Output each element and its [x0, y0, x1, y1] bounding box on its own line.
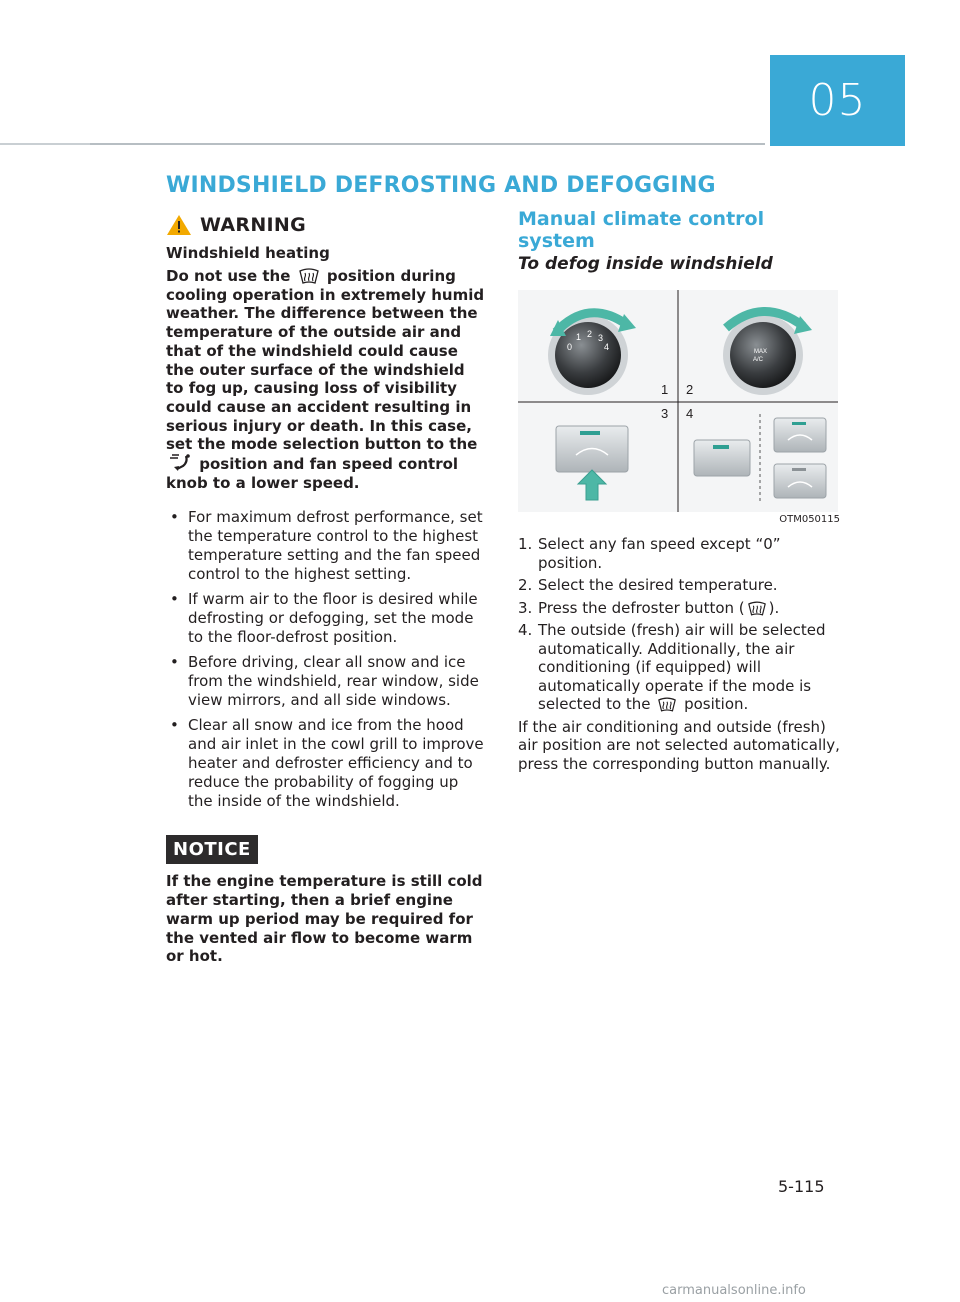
knob1-mark-4: 4 [604, 342, 610, 352]
knob2-mark-ac: A/C [753, 357, 764, 363]
warning-text-c: position and fan speed control knob to a lower speed. [166, 455, 459, 492]
figure-illustration [518, 290, 838, 512]
list-item [518, 599, 840, 618]
list-item: • For maximum defrost performance, set the temperature control to the highest temperature setting and the fan speed control to the highest setting. [166, 508, 486, 584]
list-item [518, 576, 840, 595]
knob1-mark-3: 3 [598, 333, 604, 343]
list-item [518, 535, 840, 572]
step-text-b: position. [684, 695, 749, 713]
tips-list [166, 508, 486, 811]
header-rule-dark [90, 143, 765, 145]
section-title: WINDSHIELD DEFROSTING AND DEFOGGING [166, 173, 716, 198]
warning-label: WARNING [200, 214, 307, 236]
notice-text: If the engine temperature is still cold after starting, then a brief engine warm up period may be required for the vented air flow to become warm or hot. [166, 872, 483, 966]
step-text-b: ). [768, 598, 780, 617]
steps-list [518, 535, 840, 714]
step-text: Select the desired temperature. [538, 576, 778, 594]
windshield-defrost-icon [298, 268, 320, 284]
warning-subtitle: Windshield heating [166, 244, 330, 262]
step-number: 2. [518, 576, 533, 594]
figure-label-2: 2 [686, 382, 694, 397]
figure-label-3: 3 [661, 406, 669, 421]
closing-paragraph: If the air conditioning and outside (fresh) air position are not selected automatically, press the corresponding button manually. [518, 717, 840, 773]
figure-label-1: 1 [661, 382, 669, 397]
warning-heading [166, 210, 486, 240]
knob1-mark-1: 1 [576, 332, 582, 342]
warning-text [166, 267, 486, 492]
warning-text-b: position during cooling operation in extremely humid weather. The difference between the temperature of the outside air and that of the windshield could cause the outer surface of the windshield to fog up, causing loss of visibility could cause an accident resulting in serious injury or death. In this case, set the mode selection button to the [166, 267, 485, 454]
list-item: • If warm air to the floor is desired while defrosting or defogging, set the mode to the floor-defrost position. [166, 590, 486, 647]
notice-label: NOTICE [166, 835, 258, 864]
chapter-tab: 05 [770, 55, 905, 146]
list-item [518, 621, 840, 714]
knob2-mark-max: MAX [754, 349, 768, 355]
warning-text-a: Do not use the [166, 267, 291, 285]
list-item: • Before driving, clear all snow and ice from the windshield, rear window, side view mirrors, and all side windows. [166, 653, 486, 710]
figure-label-4: 4 [686, 406, 694, 421]
knob1-mark-2: 2 [587, 329, 593, 339]
page-number: 5-115 [778, 1177, 825, 1196]
list-item: • Clear all snow and ice from the hood and air inlet in the cowl grill to improve heater and defroster efficiency and to reduce the probability of fogging up the inside of the windshield. [166, 716, 486, 811]
step-text-a: Press the defroster button ( [538, 598, 745, 617]
figure-code: OTM050115 [779, 514, 840, 525]
step-number: 4. [518, 621, 533, 639]
step-text-a: The outside (fresh) air will be selected automatically. Additionally, the air conditioning (if equipped) will automatically operate if the mode is selected to the [538, 621, 826, 713]
watermark: carmanualsonline.info [662, 1283, 806, 1298]
step-number: 3. [518, 598, 533, 617]
subsection-subtitle: To defog inside windshield [518, 254, 773, 274]
left-column [166, 210, 486, 966]
floor-defrost-mode-icon [168, 454, 192, 472]
warning-icon [166, 213, 192, 237]
step-number: 1. [518, 535, 533, 553]
climate-control-figure [518, 290, 838, 512]
right-column [518, 208, 840, 773]
step-text: Select any fan speed except “0” position. [538, 535, 781, 572]
windshield-defrost-icon [747, 601, 767, 616]
ac-button [694, 440, 750, 476]
subsection-title: Manual climate control system [518, 208, 765, 252]
windshield-defrost-icon [657, 697, 677, 712]
knob1-mark-0: 0 [567, 342, 573, 352]
